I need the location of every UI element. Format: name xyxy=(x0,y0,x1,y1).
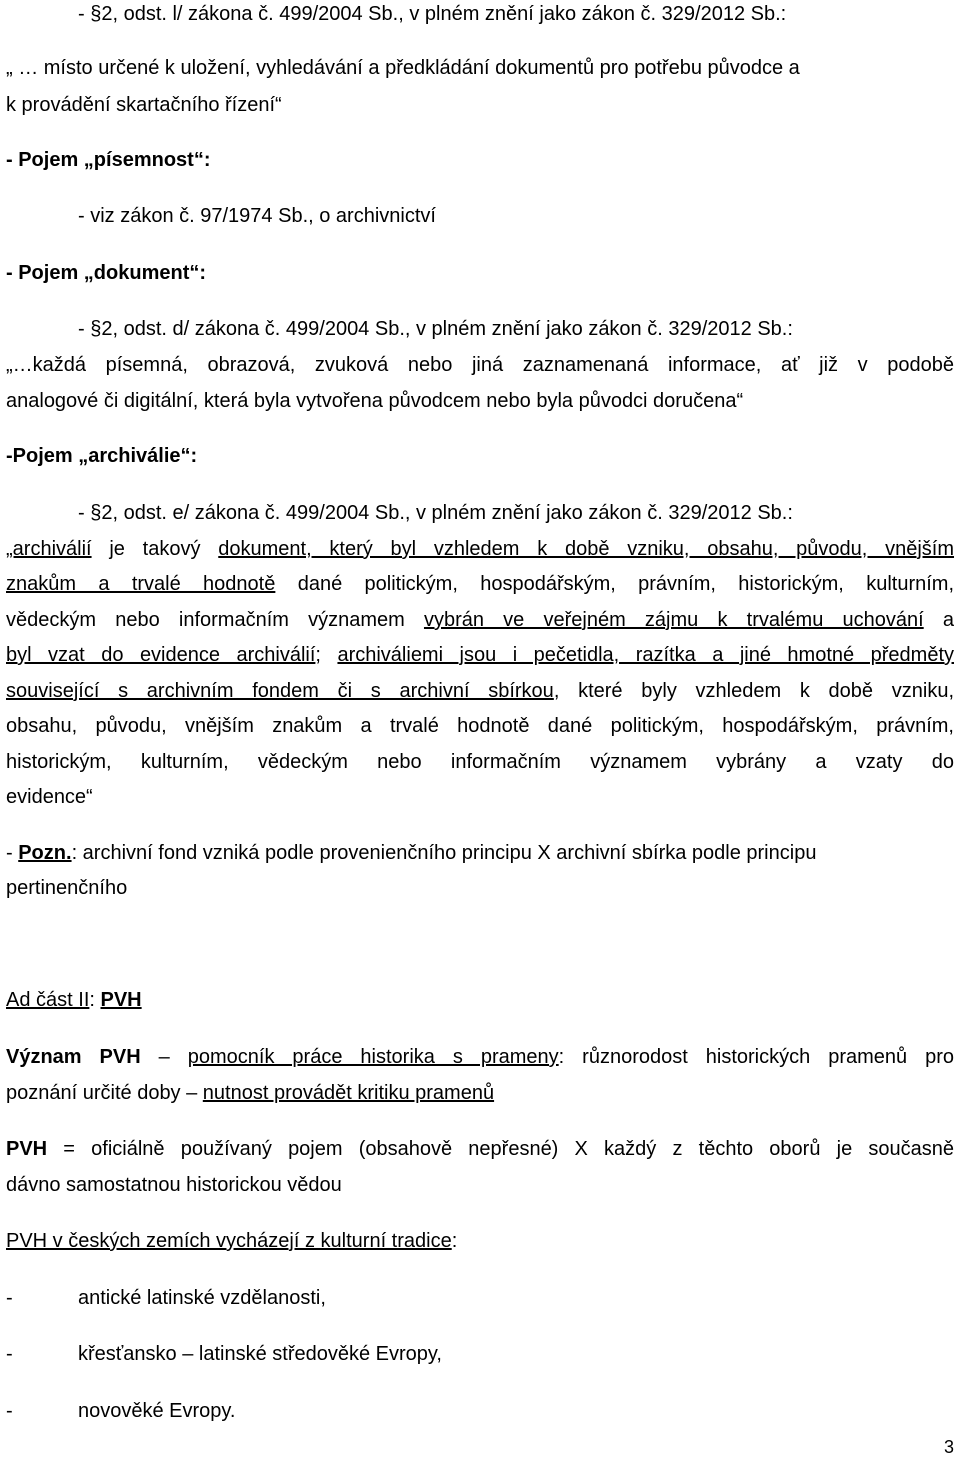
definition-line: obsahu, původu, vnějším znakům a trvalé hodnotě dané politickým, hospodářským, právním, xyxy=(6,715,954,737)
vyznam-line: poznání určité doby – nutnost provádět kritiku pramenů xyxy=(6,1082,495,1104)
note-line: pertinenčního xyxy=(6,877,128,899)
list-item: - novověké Evropy. xyxy=(6,1400,236,1422)
quote-line: k provádění skartačního řízení“ xyxy=(6,94,282,116)
pvh-line: PVH = oficiálně používaný pojem (obsahově nepřesné) X každý z těchto oborů je současně xyxy=(6,1138,954,1160)
pvh-czech-heading: PVH v českých zemích vycházejí z kulturní tradice: xyxy=(6,1230,458,1252)
definition-line: historickým, kulturním, vědeckým nebo informačním významem vybrány a vzaty do xyxy=(6,751,954,773)
law-ref-line-1: - §2, odst. l/ zákona č. 499/2004 Sb., v plném znění jako zákon č. 329/2012 Sb.: xyxy=(78,3,787,25)
quote-line: „…každá písemná, obrazová, zvuková nebo jiná zaznamenaná informace, ať již v podobě xyxy=(6,354,954,376)
definition-line: „archiválií je takový dokument, který byl vzhledem k době vzniku, obsahu, původu, vnějším xyxy=(6,538,955,560)
section-heading-ad-cast-ii: Ad část II: PVH xyxy=(6,989,142,1011)
list-bullet: - xyxy=(6,1287,13,1309)
pvh-line: dávno samostatnou historickou vědou xyxy=(6,1174,342,1196)
definition-line: související s archivním fondem či s archivní sbírkou, které byly vzhledem k době vzniku, xyxy=(6,680,954,702)
law-ref-line: - §2, odst. e/ zákona č. 499/2004 Sb., v plném znění jako zákon č. 329/2012 Sb.: xyxy=(78,502,793,524)
heading-dokument: - Pojem „dokument“: xyxy=(6,262,207,284)
list-item: - antické latinské vzdělanosti, xyxy=(6,1287,326,1309)
law-ref-line: - viz zákon č. 97/1974 Sb., o archivnictví xyxy=(78,205,436,227)
definition-line: evidence“ xyxy=(6,786,93,808)
quote-line: „ … místo určené k uložení, vyhledávání a předkládání dokumentů pro potřebu původce a xyxy=(6,57,800,79)
list-bullet: - xyxy=(6,1400,13,1422)
definition-line: vědeckým nebo informačním významem vybrán ve veřejném zájmu k trvalému uchování a xyxy=(6,609,954,631)
definition-line: byl vzat do evidence archiválií; archiváliemi jsou i pečetidla, razítka a jiné hmotné předměty xyxy=(6,644,954,666)
definition-line: znakům a trvalé hodnotě dané politickým, hospodářským, právním, historickým, kulturním, xyxy=(6,573,954,595)
note-line: - Pozn.: archivní fond vzniká podle provenienčního principu X archivní sbírka podle principu xyxy=(6,842,817,864)
list-item: - křesťansko – latinské středověké Evropy, xyxy=(6,1343,442,1365)
quote-line: analogové či digitální, která byla vytvořena původcem nebo byla původci doručena“ xyxy=(6,390,744,412)
heading-pisemnost: - Pojem „písemnost“: xyxy=(6,149,211,171)
law-ref-line: - §2, odst. d/ zákona č. 499/2004 Sb., v plném znění jako zákon č. 329/2012 Sb.: xyxy=(78,318,793,340)
list-bullet: - xyxy=(6,1343,13,1365)
heading-archivalie: -Pojem „archiválie“: xyxy=(6,445,198,467)
vyznam-line: Význam PVH – pomocník práce historika s prameny: různorodost historických pramenů pro xyxy=(6,1046,955,1068)
page-number: 3 xyxy=(943,1437,954,1457)
